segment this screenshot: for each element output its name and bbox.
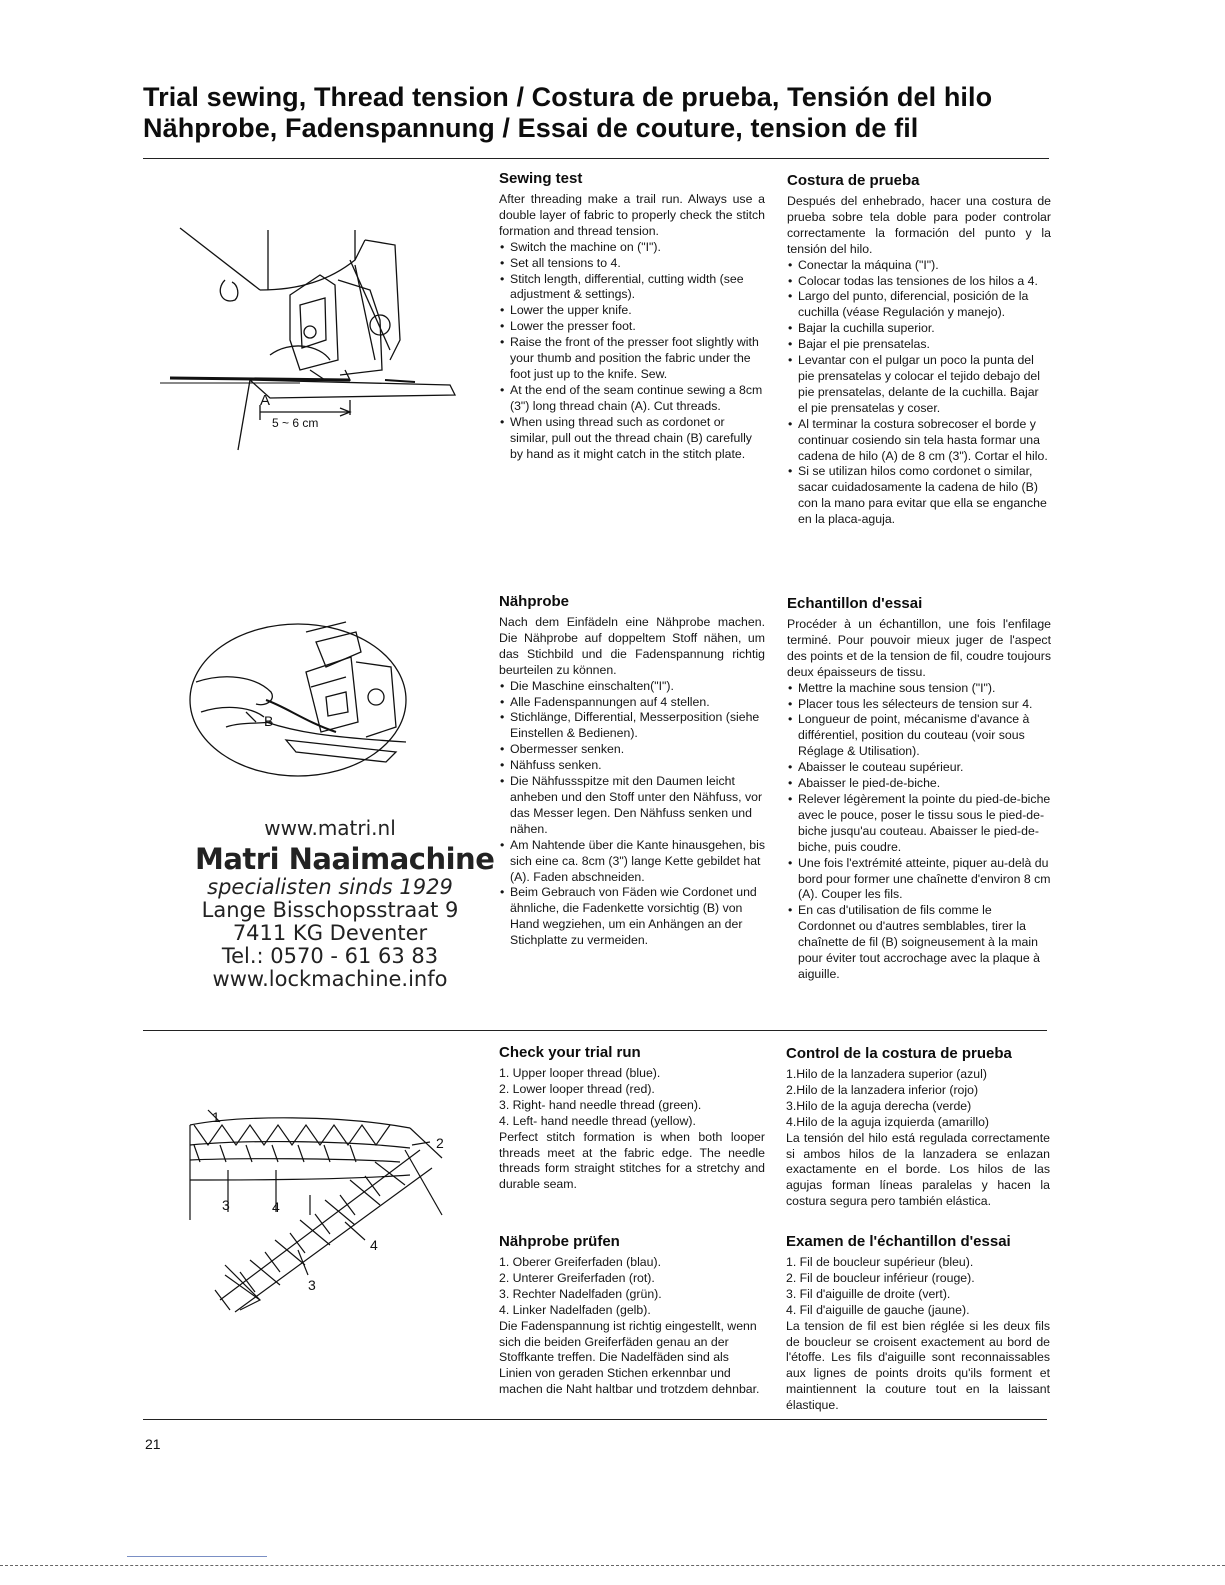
list-item: • Si se utilizan hilos como cordonet o similar, sacar cuidadosamente la cadena de hilo (B) con la mano para evitar que ella se enganche en la placa-aguja. bbox=[787, 464, 1051, 528]
check-trial-text: Perfect stitch formation is when both looper threads meet at the fabric edge. The needle threads form straight stitches for a stretchy and durable seam. bbox=[499, 1129, 765, 1192]
label-a: A bbox=[260, 392, 271, 409]
echantillon-heading: Echantillon d'essai bbox=[787, 595, 923, 612]
list-item: 4. Linker Nadelfaden (gelb). bbox=[499, 1302, 651, 1317]
list-item: • Die Maschine einschalten("I"). bbox=[499, 679, 765, 695]
list-item: 2. Fil de boucleur inférieur (rouge). bbox=[786, 1270, 975, 1285]
stitch-label-3b: 3 bbox=[308, 1277, 316, 1293]
pruefen-heading: Nähprobe prüfen bbox=[499, 1233, 620, 1250]
stitch-label-4: 4 bbox=[272, 1199, 280, 1215]
title-line-2: Nähprobe, Fadenspannung / Essai de couture, tension de fil bbox=[143, 113, 919, 143]
examen-section bbox=[786, 1233, 1050, 1414]
list-item: • Alle Fadenspannungen auf 4 stellen. bbox=[499, 695, 765, 711]
stitch-label-3: 3 bbox=[222, 1197, 230, 1213]
pruefen-text: Die Fadenspannung ist richtig eingestellt, wenn sich die beiden Greiferfäden genau an der Stoffkante treffen. Die Nadelfäden sind als Linien von geraden Stichen erkennbar und machen die Naht haltbar und trotzdem dehnbar. bbox=[499, 1318, 760, 1397]
stamp-since: specialisten sinds 1929 bbox=[207, 875, 453, 899]
stamp-name: Matri Naaimachine bbox=[195, 842, 495, 876]
control-section bbox=[786, 1045, 1050, 1210]
list-item: • Stichlänge, Differential, Messerposition (siehe Einstellen & Bedienen). bbox=[499, 710, 765, 742]
figure-stitch-diagram bbox=[180, 1100, 470, 1315]
sewing-test-intro: After threading make a trail run. Always use a double layer of fabric to properly check the stitch formation and thread tension. bbox=[499, 192, 765, 238]
echantillon-section bbox=[787, 595, 1051, 983]
echantillon-intro: Procéder à un échantillon, une fois l'enfilage terminé. Pour pouvoir mieux juger de l'aspect des points et de la tension de fil, coudre toujours deux épaisseurs de tissu. bbox=[787, 617, 1051, 679]
control-heading: Control de la costura de prueba bbox=[786, 1045, 1012, 1062]
list-item: 2.Hilo de la lanzadera inferior (rojo) bbox=[786, 1082, 979, 1097]
check-trial-list bbox=[499, 1066, 765, 1130]
list-item: • Colocar todas las tensiones de los hilos a 4. bbox=[787, 274, 1051, 290]
sewing-test-heading: Sewing test bbox=[499, 170, 583, 187]
list-item: 3. Rechter Nadelfaden (grün). bbox=[499, 1286, 662, 1301]
list-item: • Am Nahtende über die Kante hinausgehen, bis sich eine ca. 8cm (3") lange Kette gebildet hat (A). Faden abschneiden. bbox=[499, 838, 765, 886]
list-item: 4. Left- hand needle thread (yellow). bbox=[499, 1113, 696, 1128]
list-item: • Die Nähfussspitze mit den Daumen leicht anheben und den Stoff unter den Nähfuss, vor das Messer legen. Den Nähfuss senken und nähen. bbox=[499, 774, 765, 838]
list-item: • En cas d'utilisation de fils comme le Cordonnet ou d'autres semblables, tirer la chaînette de fil (B) soigneusement à la main pour éviter tout accrochage avec la plaque à aiguille. bbox=[787, 903, 1051, 983]
list-item: 2. Lower looper thread (red). bbox=[499, 1081, 655, 1096]
list-item: 4. Fil d'aiguille de gauche (jaune). bbox=[786, 1302, 970, 1317]
stitch-label-1: 1 bbox=[212, 1109, 220, 1125]
stitch-label-4b: 4 bbox=[370, 1237, 378, 1253]
costura-section bbox=[787, 172, 1051, 528]
list-item: • Raise the front of the presser foot slightly with your thumb and position the fabric under the foot just up to the knife. Sew. bbox=[499, 335, 765, 383]
list-item: • Al terminar la costura sobrecoser el borde y continuar cosiendo sin tela hasta formar una cadena de hilo (A) de 8 cm (3"). Cortar el hilo. bbox=[787, 417, 1051, 465]
label-b: B bbox=[264, 713, 274, 729]
page-title bbox=[143, 82, 1143, 144]
list-item: • Stitch length, differential, cutting width (see adjustment & settings). bbox=[499, 272, 765, 304]
list-item: • Nähfuss senken. bbox=[499, 758, 765, 774]
pruefen-list bbox=[499, 1255, 765, 1319]
list-item: • Conectar la máquina ("I"). bbox=[787, 258, 1051, 274]
stamp-tel: Tel.: 0570 - 61 63 83 bbox=[221, 944, 439, 968]
costura-heading: Costura de prueba bbox=[787, 172, 920, 189]
list-item: • Lower the presser foot. bbox=[499, 319, 765, 335]
list-item: • Placer tous les sélecteurs de tension sur 4. bbox=[787, 697, 1051, 713]
stamp-url: www.matri.nl bbox=[264, 816, 396, 840]
stitch-label-2: 2 bbox=[436, 1135, 444, 1151]
costura-list bbox=[787, 258, 1051, 528]
list-item: • Abaisser le couteau supérieur. bbox=[787, 760, 1051, 776]
examen-text: La tension de fil est bien réglée si les deux fils de boucleur se croisent exactement au bord de l'étoffe. Les fils d'aiguille sont reconnaissables aux lignes de points droits qu'ils forment et maintiennent la couture tout en la laissant élastique. bbox=[786, 1318, 1050, 1413]
examen-list bbox=[786, 1255, 1050, 1319]
costura-intro: Después del enhebrado, hacer una costura de prueba sobre tela doble para poder controlar correctamente la formación del punto y la tensión del hilo. bbox=[787, 194, 1051, 256]
sewing-test-list bbox=[499, 240, 765, 463]
naehprobe-section bbox=[499, 593, 765, 949]
list-item: 1. Oberer Greiferfaden (blau). bbox=[499, 1255, 661, 1269]
list-item: 3. Fil d'aiguille de droite (vert). bbox=[786, 1286, 951, 1301]
list-item: 4.Hilo de la aguja izquierda (amarillo) bbox=[786, 1114, 990, 1129]
list-item: • Longueur de point, mécanisme d'avance à différentiel, position du couteau (voir sous Réglage & Utilisation). bbox=[787, 712, 1051, 760]
scan-edge-line bbox=[127, 1556, 267, 1557]
sewing-test-section bbox=[499, 170, 765, 462]
list-item: • Obermesser senken. bbox=[499, 742, 765, 758]
list-item: 1. Upper looper thread (blue). bbox=[499, 1066, 661, 1080]
list-item: 1. Fil de boucleur supérieur (bleu). bbox=[786, 1255, 974, 1269]
stamp-street: Lange Bisschopsstraat 9 bbox=[201, 898, 459, 922]
naehprobe-intro: Nach dem Einfädeln eine Nähprobe machen. Die Nähprobe auf doppeltem Stoff nähen, um das Stichbild und die Fadenspannung richtig beurteilen zu können. bbox=[499, 615, 765, 677]
dealer-stamp bbox=[195, 815, 495, 991]
control-list bbox=[786, 1067, 1050, 1131]
pruefen-section bbox=[499, 1233, 765, 1398]
list-item: • Switch the machine on ("I"). bbox=[499, 240, 765, 256]
list-item: • Bajar el pie prensatelas. bbox=[787, 337, 1051, 353]
figure-naehprobe bbox=[186, 612, 411, 792]
list-item: • At the end of the seam continue sewing a 8cm (3") long thread chain (A). Cut threads. bbox=[499, 383, 765, 415]
naehprobe-list bbox=[499, 679, 765, 949]
list-item: • Set all tensions to 4. bbox=[499, 256, 765, 272]
list-item: • Mettre la machine sous tension ("I"). bbox=[787, 681, 1051, 697]
check-trial-section bbox=[499, 1044, 765, 1193]
page-edge-dashed-line bbox=[0, 1565, 1225, 1566]
list-item: • Largo del punto, diferencial, posición de la cuchilla (véase Regulación y manejo). bbox=[787, 289, 1051, 321]
list-item: 3.Hilo de la aguja derecha (verde) bbox=[786, 1098, 972, 1113]
list-item: • Abaisser le pied-de-biche. bbox=[787, 776, 1051, 792]
title-line-1: Trial sewing, Thread tension / Costura de prueba, Tensión del hilo bbox=[143, 82, 993, 112]
naehprobe-heading: Nähprobe bbox=[499, 593, 570, 610]
check-trial-heading: Check your trial run bbox=[499, 1044, 641, 1061]
figure-sewing-test bbox=[150, 220, 470, 460]
list-item: 1.Hilo de la lanzadera superior (azul) bbox=[786, 1067, 987, 1081]
examen-heading: Examen de l'échantillon d'essai bbox=[786, 1233, 1011, 1250]
stamp-city: 7411 KG Deventer bbox=[232, 921, 428, 945]
list-item: 3. Right- hand needle thread (green). bbox=[499, 1097, 702, 1112]
page-number: 21 bbox=[145, 1436, 161, 1452]
list-item: • Beim Gebrauch von Fäden wie Cordonet und ähnliche, die Fadenkette vorsichtig (B) von Hand wegziehen, um ein Anhängen an der Stichplatte zu vermeiden. bbox=[499, 885, 765, 949]
stamp-url-2: www.lockmachine.info bbox=[212, 967, 448, 991]
list-item: • Une fois l'extrémité atteinte, piquer au-delà du bord pour former une chaînette d'environ 8 cm (A). Couper les fils. bbox=[787, 856, 1051, 904]
middle-divider bbox=[143, 1030, 1047, 1031]
list-item: 2. Unterer Greiferfaden (rot). bbox=[499, 1270, 655, 1285]
list-item: • Lower the upper knife. bbox=[499, 303, 765, 319]
echantillon-list bbox=[787, 681, 1051, 983]
control-text: La tensión del hilo está regulada correctamente si ambos hilos de la lanzadera se enlazan exactamente en el borde. Los hilos de las agujas forman líneas paralelas y hacen la costura segura pero también elástica. bbox=[786, 1130, 1050, 1209]
bottom-divider bbox=[143, 1419, 1047, 1420]
list-item: • Levantar con el pulgar un poco la punta del pie prensatelas y colocar el tejido debajo del pie prensatelas, delante de la cuchilla. Bajar el pie prensatelas y coser. bbox=[787, 353, 1051, 417]
list-item: • When using thread such as cordonet or similar, pull out the thread chain (B) carefully by hand as it might catch in the stitch plate. bbox=[499, 415, 765, 463]
label-5-6cm: 5 ~ 6 cm bbox=[272, 416, 319, 430]
list-item: • Relever légèrement la pointe du pied-de-biche avec le pouce, poser le tissu sous le pied-de-biche jusqu'au couteau. Abaisser le pied-de-biche, puis coudre. bbox=[787, 792, 1051, 856]
list-item: • Bajar la cuchilla superior. bbox=[787, 321, 1051, 337]
top-divider bbox=[143, 158, 1049, 159]
